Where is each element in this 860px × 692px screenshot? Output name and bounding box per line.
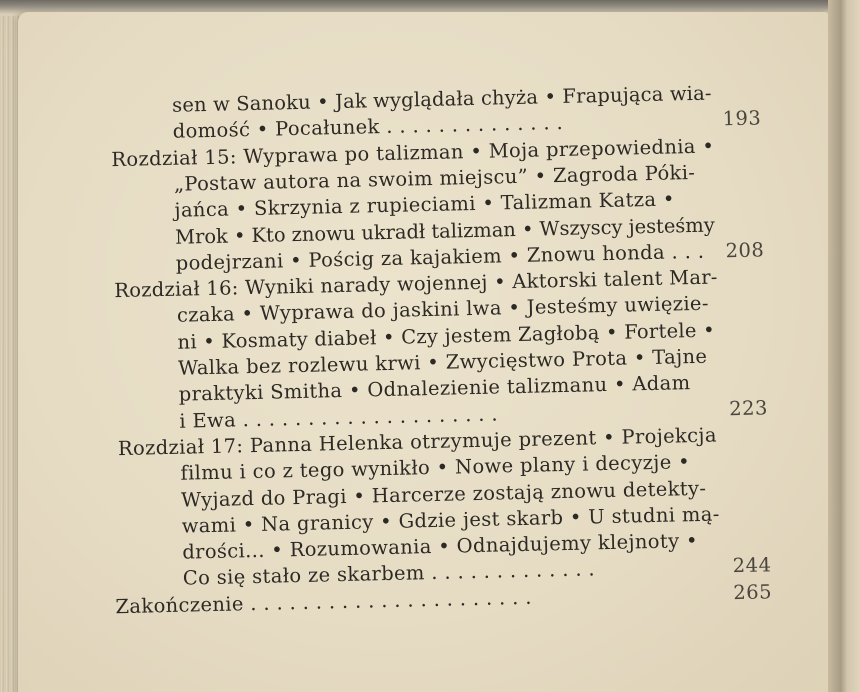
toc-chapter-15-heading: Rozdział 15: Wyprawa po talizman • Moja przepowiednia •: [111, 134, 715, 171]
toc-line-19: Co się stało ze skarbem . . . . . . . . . . . . .: [182, 557, 596, 591]
toc-line-6: Mrok • Kto znowu ukradł talizman • Wszyscy jesteśmy: [174, 213, 715, 249]
toc-line-11: Walka bez rozlewu krwi • Zwycięstwo Prota • Tajne: [177, 344, 708, 380]
toc-page-number: 208: [725, 238, 765, 263]
toc-line-13: i Ewa . . . . . . . . . . . . . . . . . . . .: [179, 402, 499, 433]
toc-line-7: podejrzani • Pościg za kajakiem • Znowu honda . . .: [175, 239, 705, 275]
toc-chapter-16-heading: Rozdział 16: Wyniki narady wojennej • Aktorski talent Mar-: [114, 265, 718, 303]
toc-line-2: domość • Pocałunek . . . . . . . . . . . . . .: [172, 111, 564, 144]
toc-line-17: wami • Na granicy • Gdzie jest skarb • U studni mą-: [181, 502, 720, 538]
toc-page-number: 223: [728, 395, 769, 420]
toc-line-16: Wyjazd do Pragi • Harcerze zostają znowu detekty-: [180, 476, 707, 512]
toc-line-4: „Postaw autora na swoim miejscu” • Zagroda Póki-: [173, 160, 696, 196]
toc-line-9: czaka • Wyprawa do jaskini lwa • Jesteśmy uwięzie-: [176, 292, 710, 328]
toc-line-1: sen w Sanoku • Jak wyglądała chyża • Frapująca wia-: [171, 81, 712, 117]
toc-line-12: praktyki Smitha • Odnalezienie talizmanu • Adam: [178, 371, 691, 407]
toc-page-number: 193: [722, 106, 762, 131]
toc-ending-heading: Zakończenie . . . . . . . . . . . . . . . . . . . . . .: [115, 585, 533, 618]
toc-line-18: drości... • Rozumowania • Odnajdujemy klejnoty •: [182, 529, 699, 564]
toc-page-number: 265: [733, 579, 773, 604]
toc-line-15: filmu i co z tego wynikło • Nowe plany i decyzje •: [180, 450, 691, 485]
toc-page-number: 244: [732, 553, 772, 578]
toc-line-10: ni • Kosmaty diabeł • Czy jestem Zagłobą • Fortele •: [177, 318, 716, 354]
toc-line-5: jańca • Skrzynia z rupieciami • Talizman Katza •: [174, 187, 675, 222]
toc-chapter-17-heading: Rozdział 17: Panna Helenka otrzymuje prezent • Projekcja: [117, 423, 718, 460]
